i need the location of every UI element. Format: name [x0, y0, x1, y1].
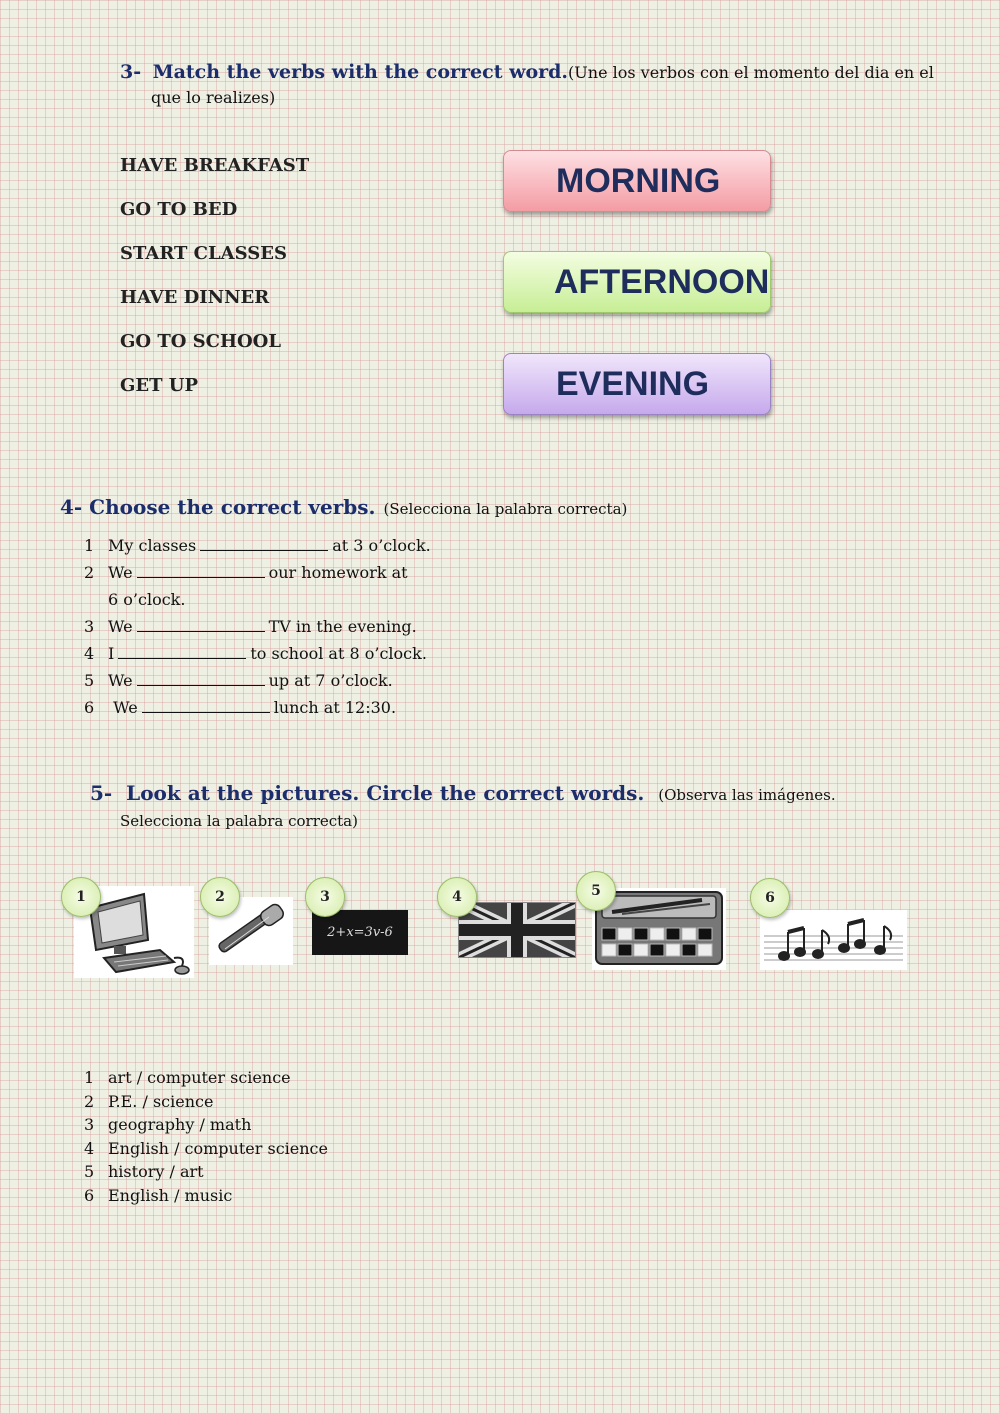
verb-item[interactable]: GO TO BED [120, 199, 238, 220]
list-item [84, 1113, 328, 1137]
answer-blank[interactable] [137, 671, 265, 686]
music-picture [760, 910, 907, 970]
answer-blank[interactable] [200, 536, 328, 551]
list-item [84, 1137, 328, 1161]
item-after: to school at 8 o’clock. [250, 644, 427, 663]
option-text[interactable]: history / art [108, 1162, 204, 1181]
item-number: 6 [84, 1185, 95, 1205]
item-before: We [108, 617, 133, 636]
item-number: 3 [84, 1115, 95, 1134]
picture-number-6: 6 [750, 878, 790, 918]
list-item [84, 586, 431, 613]
section-5-heading [90, 780, 950, 834]
item-before: We [108, 563, 133, 582]
morning-box[interactable]: MORNING [503, 150, 771, 212]
item-number: 1 [84, 1068, 95, 1087]
item-before: We [108, 671, 133, 690]
section-4-title: 4- Choose the correct verbs. [60, 495, 376, 519]
list-item [84, 613, 431, 640]
list-item [84, 1090, 328, 1114]
item-number: 5 [84, 671, 95, 690]
list-item [84, 532, 431, 559]
verb-item[interactable]: HAVE DINNER [120, 287, 270, 308]
section-3-number: 3- [120, 61, 142, 83]
item-number: 5 [84, 1162, 95, 1181]
section-5-note-line2: Selecciona la palabra correcta) [120, 812, 358, 830]
item-number: 6 [84, 698, 95, 717]
list-item [84, 1184, 328, 1208]
item-before: My classes [108, 536, 197, 555]
picture-number-5: 5 [576, 871, 616, 911]
item-number: 2 [84, 1091, 95, 1111]
item-after: our homework at [268, 563, 408, 582]
answer-blank[interactable] [137, 563, 265, 578]
verb-item[interactable]: START CLASSES [120, 243, 287, 264]
item-number: 2 [84, 563, 95, 582]
list-item [84, 1066, 328, 1090]
section-5-number: 5- [90, 781, 113, 805]
item-number: 3 [84, 617, 95, 636]
item-number: 1 [84, 536, 95, 555]
item-after: at 3 o’clock. [332, 536, 431, 555]
item-after: up at 7 o’clock. [268, 671, 393, 690]
item-number: 4 [84, 1138, 95, 1158]
picture-number-1: 1 [61, 877, 101, 917]
picture-number-3: 3 [305, 877, 345, 917]
item-number: 4 [84, 644, 95, 663]
afternoon-box[interactable]: AFTERNOON [503, 251, 771, 313]
list-item [84, 694, 431, 721]
option-text[interactable]: P.E. / science [108, 1091, 214, 1111]
section-3-note-line2: que lo realizes) [151, 88, 276, 107]
evening-box[interactable]: EVENING [503, 353, 771, 415]
music-notes-icon [760, 910, 907, 970]
section-3-note: (Une los verbos con el momento del dia en el [568, 63, 934, 82]
answer-blank[interactable] [118, 644, 246, 659]
union-jack-picture [458, 902, 576, 958]
options-list [84, 1066, 328, 1207]
item-before: We [108, 698, 138, 717]
option-text[interactable]: English / computer science [108, 1138, 328, 1158]
section-3-heading [120, 60, 940, 110]
verb-item[interactable]: HAVE BREAKFAST [120, 155, 310, 176]
list-item [84, 667, 431, 694]
option-text[interactable]: geography / math [108, 1115, 252, 1134]
option-text[interactable]: English / music [108, 1185, 233, 1205]
answer-blank[interactable] [137, 617, 265, 632]
section-3-title: Match the verbs with the correct word. [152, 61, 569, 83]
verb-item[interactable]: GET UP [120, 375, 198, 396]
answer-blank[interactable] [142, 698, 270, 713]
section-4-heading [60, 495, 627, 519]
item-before: I [108, 644, 115, 663]
verb-list [120, 153, 309, 417]
list-item [84, 559, 431, 586]
fill-in-list [84, 532, 431, 721]
item-before: 6 o’clock. [108, 590, 186, 609]
flag-icon [458, 902, 576, 958]
equation-text: 2+x=3v-6 [327, 925, 393, 940]
picture-number-2: 2 [200, 877, 240, 917]
item-after: lunch at 12:30. [273, 698, 397, 717]
list-item [84, 640, 431, 667]
list-item [84, 1160, 328, 1184]
section-4-note: (Selecciona la palabra correcta) [383, 500, 628, 518]
picture-number-4: 4 [437, 877, 477, 917]
verb-item[interactable]: GO TO SCHOOL [120, 331, 282, 352]
section-5-note: (Observa las imágenes. [658, 786, 836, 804]
option-text[interactable]: art / computer science [108, 1068, 291, 1087]
section-5-title: Look at the pictures. Circle the correct words. [126, 781, 645, 805]
item-after: TV in the evening. [268, 617, 417, 636]
